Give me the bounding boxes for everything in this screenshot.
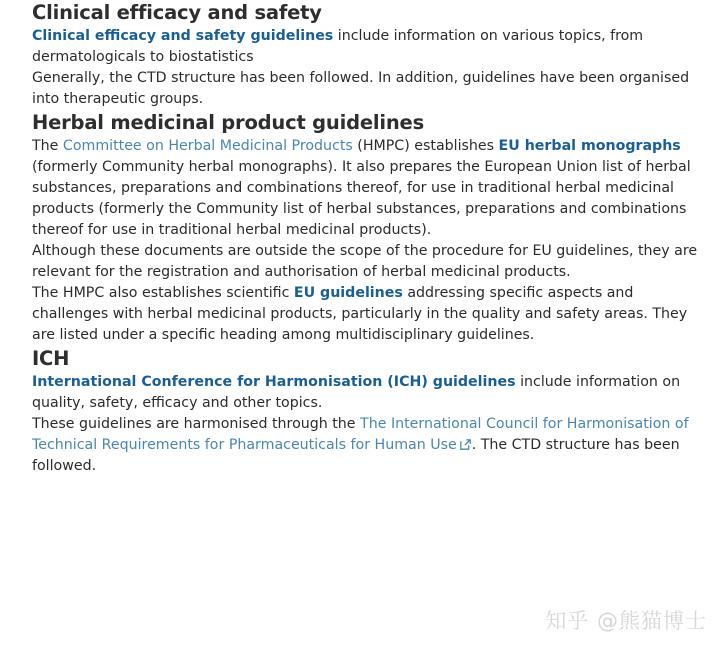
paragraph-hmpc-scientific-guidelines — [32, 283, 707, 346]
paragraph-ich-guidelines-rest: include information on quality, safety, efficacy and other topics. — [32, 374, 681, 411]
watermark: 知乎 @熊猫博士 — [545, 609, 707, 633]
text-fragment-b: . The CTD structure has been followed. — [32, 437, 680, 474]
paragraph-clinical-intro — [32, 26, 707, 68]
text-fragment-a: These guidelines are harmonised through the — [32, 416, 361, 432]
link-eu-guidelines[interactable]: EU guidelines — [293, 285, 403, 301]
text-fragment-b: addressing specific aspects and challenges with herbal medicinal products, particularly in the quality and safety areas. They are listed under a specific heading among multidisciplinary guidelines. — [32, 285, 688, 343]
external-link-icon — [460, 439, 471, 450]
link-international-conference-for-harmonisation-guidelines[interactable]: International Conference for Harmonisation (ICH) guidelines — [32, 374, 516, 390]
paragraph-clinical-intro-rest: include information on various topics, from dermatologicals to biostatistics — [32, 28, 644, 65]
link-clinical-efficacy-and-safety-guidelines[interactable]: Clinical efficacy and safety guidelines — [32, 28, 334, 44]
heading-herbal-medicinal-product-guidelines: Herbal medicinal product guidelines — [32, 111, 424, 134]
paragraph-hmpc-monographs — [32, 136, 707, 241]
text-fragment-a: The HMPC also establishes scientific — [32, 285, 294, 301]
paragraph-ich-harmonised — [32, 414, 707, 477]
text-fragment-c: (formerly Community herbal monographs). It also prepares the European Union list of herbal substances, preparations and combinations thereof, for use in traditional herbal medicinal products (formerly the Community list of herbal substances, preparations and combinations thereof for use in traditional herbal medicinal products). — [32, 159, 691, 238]
paragraph-ctd-structure: Generally, the CTD structure has been followed. In addition, guidelines have been organised into therapeutic groups. — [32, 70, 690, 107]
link-committee-on-herbal-medicinal-products[interactable]: Committee on Herbal Medicinal Products — [62, 138, 353, 154]
heading-clinical-efficacy-and-safety: Clinical efficacy and safety — [32, 1, 322, 24]
heading-ich: ICH — [32, 347, 70, 370]
text-fragment-a: The — [32, 138, 63, 154]
text-fragment-b: (HMPC) establishes — [352, 138, 499, 154]
paragraph-outside-scope: Although these documents are outside the scope of the procedure for EU guidelines, they are relevant for the registration and authorisation of herbal medicinal products. — [32, 243, 698, 280]
paragraph-ich-guidelines — [32, 372, 707, 414]
link-eu-herbal-monographs[interactable]: EU herbal monographs — [498, 138, 681, 154]
link-international-council-for-harmonisation[interactable]: The International Council for Harmonisation of Technical Requirements for Pharmaceuticals for Human Use — [32, 416, 689, 453]
